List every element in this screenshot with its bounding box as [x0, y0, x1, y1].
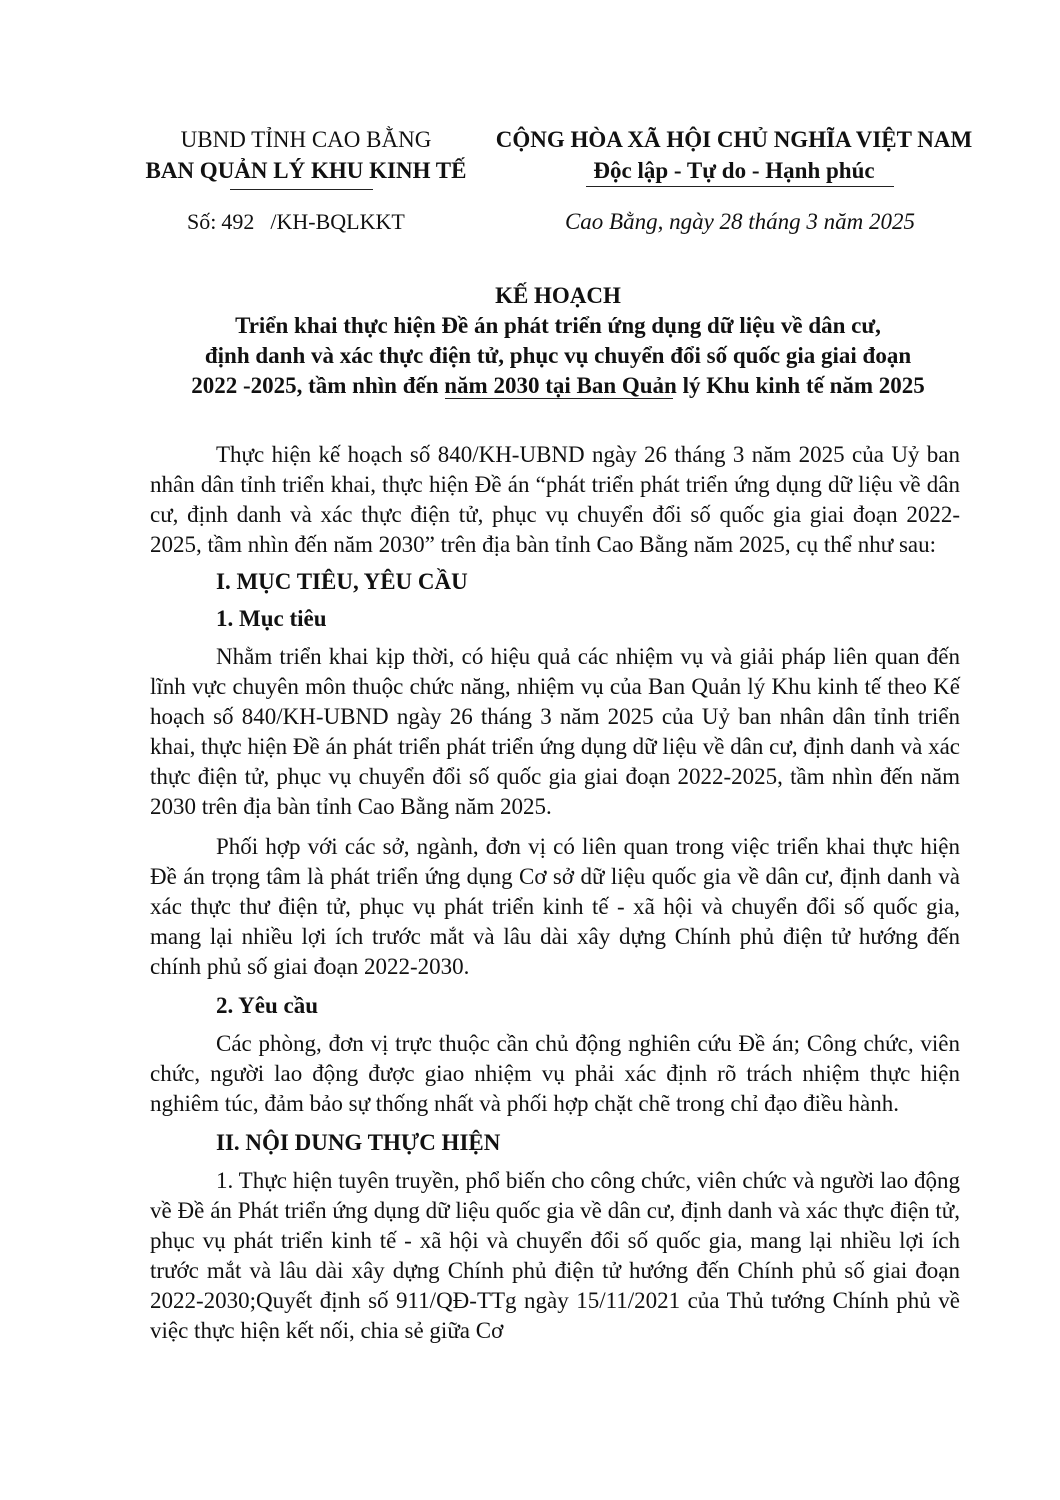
document-number-prefix: Số: — [187, 209, 217, 234]
parent-agency: UBND TỈNH CAO BẰNG — [180, 127, 432, 152]
title-line-1: Triển khai thực hiện Đề án phát triển ứng dụng dữ liệu về dân cư, — [235, 313, 881, 338]
title-underline — [445, 398, 673, 399]
agency-underline — [230, 189, 373, 190]
subsection-2-heading: 2. Yêu cầu — [216, 993, 319, 1018]
objective-paragraph-2: Phối hợp với các sở, ngành, đơn vị có liên quan trong việc triển khai thực hiện Đề án trọng tâm là phát triển ứng dụng Cơ sở dữ liệu quốc gia về dân cư, định danh và xác thực thư điện tử, phục vụ phát triển kinh tế - xã hội và chuyển đổi số quốc gia, mang lại nhiều lợi ích trước mắt và lâu dài xây dựng Chính phủ điện tử hướng đến chính phủ số giai đoạn 2022-2030. — [150, 834, 960, 979]
national-motto-block — [488, 124, 980, 186]
document-title-block — [120, 280, 996, 401]
document-number-suffix: /KH-BQLKKT — [270, 209, 405, 234]
subsection-1-heading: 1. Mục tiêu — [216, 606, 327, 631]
national-motto: Độc lập - Tự do - Hạnh phúc — [593, 158, 875, 183]
document-number — [187, 207, 405, 237]
document-date: Cao Bằng, ngày 28 tháng 3 năm 2025 — [564, 209, 916, 234]
objective-paragraph-1: Nhằm triển khai kịp thời, có hiệu quả các nhiệm vụ và giải pháp liên quan đến lĩnh vực chuyên môn thuộc chức năng, nhiệm vụ của Ban Quản lý Khu kinh tế theo Kế hoạch số 840/KH-UBND ngày 26 tháng 3 năm 2025 của Uỷ ban nhân dân tỉnh triển khai, thực hiện Đề án phát triển phát triển ứng dụng dữ liệu về dân cư, định danh và xác thực điện tử, phục vụ chuyển đổi số quốc gia giai đoạn 2022-2025, tầm nhìn đến năm 2030 trên địa bàn tỉnh Cao Bằng năm 2025. — [150, 644, 960, 819]
document-number-value: 492 — [221, 209, 255, 234]
title-line-3: 2022 -2025, tầm nhìn đến năm 2030 tại Ban Quản lý Khu kinh tế năm 2025 — [191, 373, 925, 398]
section-1-heading: I. MỤC TIÊU, YÊU CẦU — [216, 569, 468, 594]
section-2-heading: II. NỘI DUNG THỰC HIỆN — [216, 1130, 501, 1155]
title-line-2: định danh và xác thực điện tử, phục vụ chuyển đổi số quốc gia giai đoạn — [204, 343, 912, 368]
national-title: CỘNG HÒA XÃ HỘI CHỦ NGHĨA VIỆT NAM — [495, 127, 973, 152]
issuing-agency: BAN QUẢN LÝ KHU KINH TẾ — [145, 158, 467, 183]
document-body — [150, 440, 960, 1346]
requirement-paragraph: Các phòng, đơn vị trực thuộc cần chủ động nghiên cứu Đề án; Công chức, viên chức, người lao động được giao nhiệm vụ phải xác định rõ trách nhiệm thực hiện nghiêm túc, đảm bảo sự thống nhất và phối hợp chặt chẽ trong chỉ đạo điều hành. — [150, 1031, 960, 1116]
implementation-paragraph-1: 1. Thực hiện tuyên truyền, phổ biến cho công chức, viên chức và người lao động về Đề án Phát triển ứng dụng dữ liệu quốc gia về dân cư, định danh và xác thực điện tử, phục vụ phát triển kinh tế - xã hội và chuyển đổi số quốc gia, mang lại nhiều lợi ích trước mắt và lâu dài xây dựng Chính phủ điện tử hướng đến Chính phủ số giai đoạn 2022-2030;Quyết định số 911/QĐ-TTg ngày 15/11/2021 của Thủ tướng Chính phủ về việc thực hiện kết nối, chia sẻ giữa Cơ — [150, 1168, 960, 1343]
motto-underline — [586, 186, 894, 187]
intro-paragraph: Thực hiện kế hoạch số 840/KH-UBND ngày 26 tháng 3 năm 2025 của Uỷ ban nhân dân tỉnh triển khai, thực hiện Đề án “phát triển phát triển ứng dụng dữ liệu về dân cư, định danh và xác thực điện tử, phục vụ chuyển đổi số quốc gia giai đoạn 2022-2025, tầm nhìn đến năm 2030” trên địa bàn tỉnh Cao Bằng năm 2025, cụ thể như sau: — [150, 442, 960, 557]
document-type: KẾ HOẠCH — [495, 283, 621, 308]
issuing-agency-block — [135, 124, 477, 186]
